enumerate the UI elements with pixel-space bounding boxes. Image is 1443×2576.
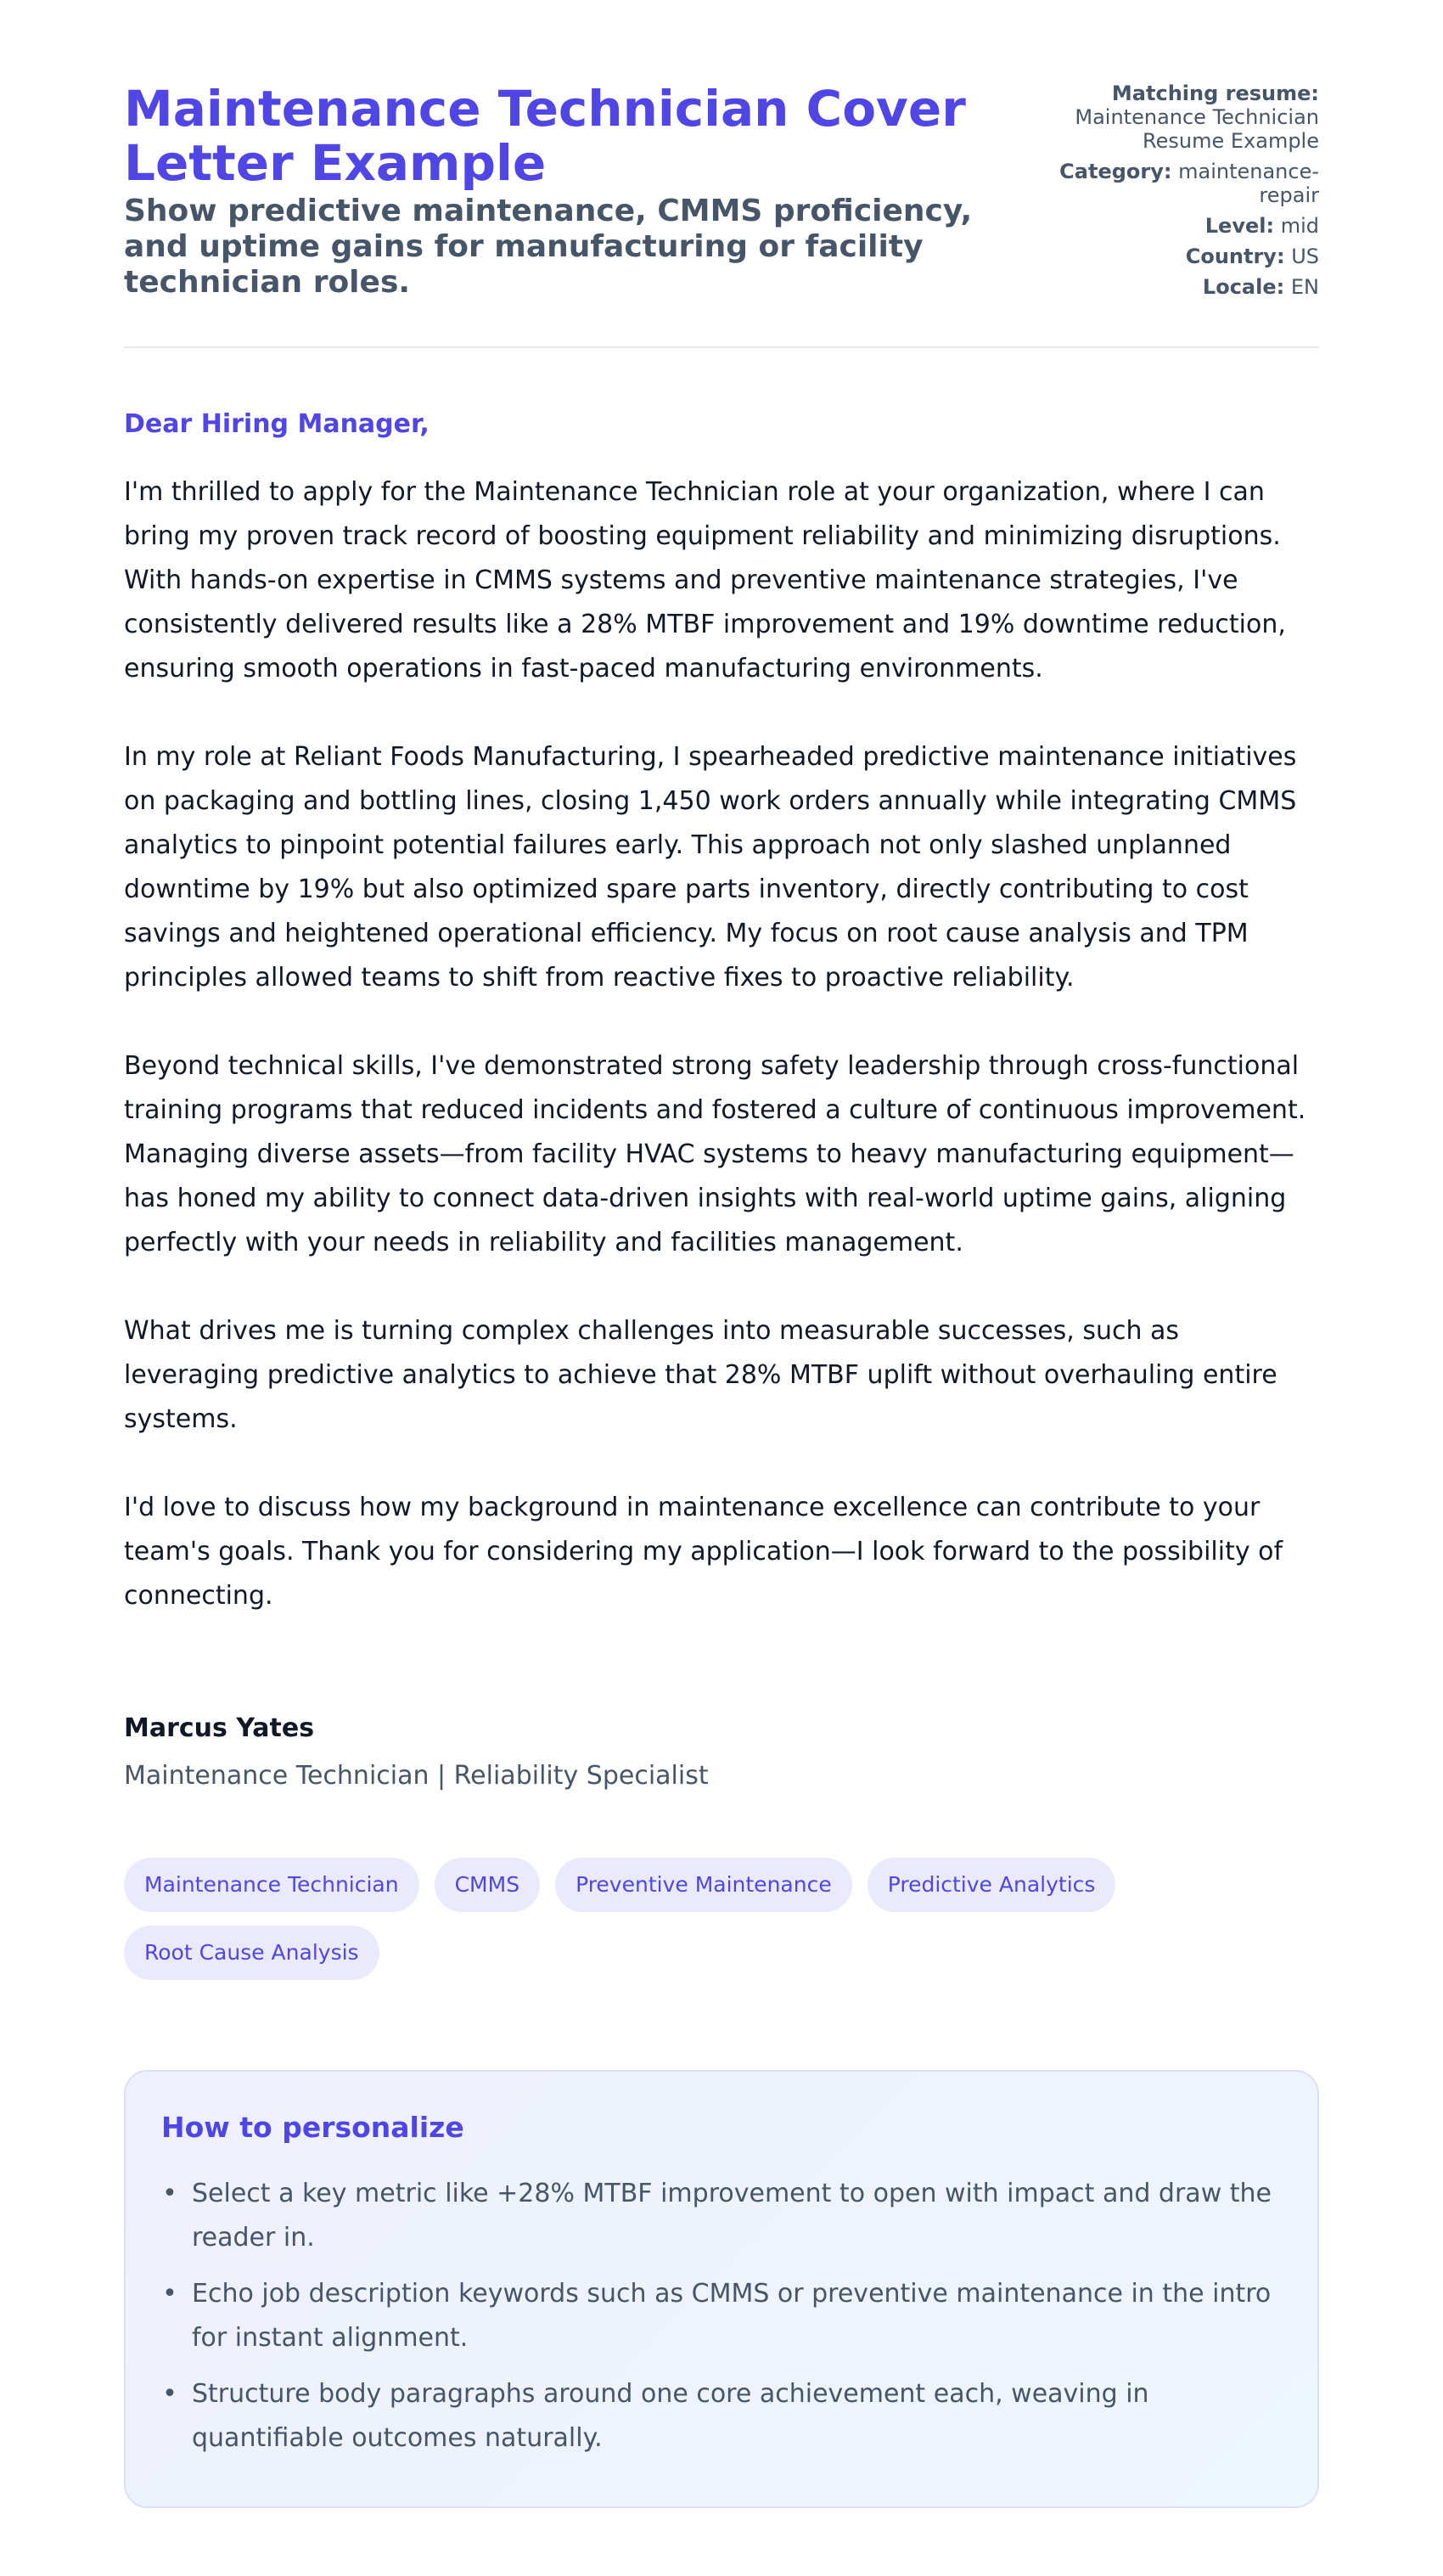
tips-item-text: Echo job description keywords such as CMMS or preventive maintenance in the intro for instant alignment.: [192, 2279, 1272, 2353]
meta-country-value: US: [1291, 245, 1319, 268]
keyword-tags: [124, 1858, 1143, 1980]
bullet-icon: •: [162, 2379, 177, 2409]
letter-paragraph: I'm thrilled to apply for the Maintenance Technician role at your organization, where I can bring my proven track record of boosting equipment reliability and minimizing disruptions. With hands-on expertise in CMMS systems and preventive maintenance strategies, I've consistently delivered results like a 28% MTBF improvement and 19% downtime reduction, ensuring smooth operations in fast-paced manufacturing environments.: [124, 477, 1286, 683]
bullet-icon: •: [162, 2279, 177, 2309]
letter-paragraph: In my role at Reliant Foods Manufacturing, I spearheaded predictive maintenance initiatives on packaging and bottling lines, closing 1,450 work orders annually while integrating CMMS analytics to pinpoint potential failures early. This approach not only slashed unplanned downtime by 19% but also optimized spare parts inventory, directly contributing to cost savings and heightened operational efficiency. My focus on root cause analysis and TPM principles allowed teams to shift from reactive fixes to proactive reliability.: [124, 742, 1297, 993]
signer-title: Maintenance Technician | Reliability Specialist: [124, 1761, 709, 1791]
letter-salutation: Dear Hiring Manager,: [124, 409, 430, 439]
meta-level: [1039, 214, 1319, 238]
meta-category: [1039, 160, 1319, 207]
meta-matching-resume: [1039, 82, 1319, 153]
tips-item: [162, 2172, 1282, 2260]
tips-item: [162, 2272, 1282, 2360]
meta-locale-label: Locale:: [1202, 275, 1285, 299]
bullet-icon: •: [162, 2179, 177, 2208]
letter-paragraph: Beyond technical skills, I've demonstrated strong safety leadership through cross-functional training programs that reduced incidents and fostered a culture of continuous improvement. Managing diverse assets—from facility HVAC systems to heavy manufacturing equipment—has honed my ability to connect data-driven insights with real-world uptime gains, aligning perfectly with your needs in reliability and facilities management.: [124, 1051, 1306, 1257]
meta-matching-resume-value: Maintenance Technician Resume Example: [1075, 105, 1319, 153]
letter-body: [124, 470, 1319, 1618]
letter-paragraph: I'd love to discuss how my background in maintenance excellence can contribute to your team's goals. Thank you for considering my application—I look forward to the possibility of connecting.: [124, 1493, 1283, 1611]
page-subtitle: Show predictive maintenance, CMMS proficiency, and uptime gains for manufacturing or facility technician roles.: [124, 194, 973, 300]
meta-level-label: Level:: [1204, 214, 1275, 238]
meta-country-label: Country:: [1185, 245, 1285, 268]
tips-list: [161, 2172, 1282, 2461]
tips-item-text: Select a key metric like +28% MTBF improvement to open with impact and draw the reader in.: [192, 2179, 1272, 2253]
tips-item-text: Structure body paragraphs around one core achievement each, weaving in quantifiable outcomes naturally.: [192, 2379, 1149, 2453]
signature-block: [124, 1712, 1319, 1793]
meta-panel: [1039, 82, 1319, 306]
page-header: [124, 82, 1319, 348]
meta-category-value: maintenance-repair: [1178, 160, 1319, 207]
meta-category-label: Category:: [1059, 160, 1172, 183]
header-titles: [124, 82, 981, 301]
tag-cmms[interactable]: CMMS: [435, 1858, 540, 1912]
tag-root-cause-analysis[interactable]: Root Cause Analysis: [124, 1926, 379, 1980]
meta-locale-value: EN: [1290, 275, 1319, 299]
letter-paragraph: What drives me is turning complex challenges into measurable successes, such as leveraging predictive analytics to achieve that 28% MTBF uplift without overhauling entire systems.: [124, 1316, 1277, 1434]
tag-maintenance-technician[interactable]: Maintenance Technician: [124, 1858, 419, 1912]
cover-letter-page: [124, 0, 1319, 2576]
tips-title: How to personalize: [161, 2111, 464, 2144]
meta-matching-resume-label: Matching resume:: [1111, 82, 1319, 105]
personalize-tips-card: [124, 2070, 1319, 2508]
tag-predictive-analytics[interactable]: Predictive Analytics: [867, 1858, 1116, 1912]
page-title: Maintenance Technician Cover Letter Example: [124, 80, 966, 192]
meta-level-value: mid: [1280, 214, 1319, 238]
meta-locale: [1039, 275, 1319, 299]
meta-country: [1039, 245, 1319, 268]
tips-item: [162, 2372, 1282, 2461]
signer-name: Marcus Yates: [124, 1713, 315, 1743]
tag-preventive-maintenance[interactable]: Preventive Maintenance: [555, 1858, 852, 1912]
